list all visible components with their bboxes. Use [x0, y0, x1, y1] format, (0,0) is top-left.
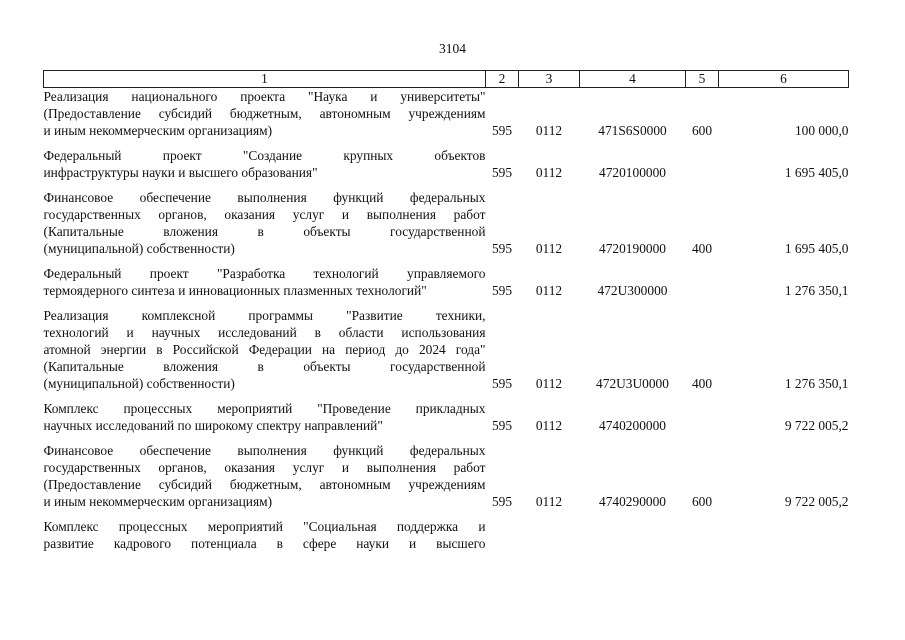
section-code: 0112 — [535, 241, 563, 256]
amount: 9 722 005,2 — [784, 418, 849, 433]
spacer-cell — [686, 392, 719, 400]
table-row — [44, 189, 849, 257]
item-name-line: Федеральный проект "Разработка технологий управляемого — [43, 266, 486, 281]
item-name-line: Комплекс процессных мероприятий "Проведение прикладных — [43, 401, 486, 416]
spacer-cell — [580, 139, 686, 147]
column-header-1: 1 — [44, 71, 486, 88]
spacer-cell — [44, 181, 486, 189]
spacer-cell — [519, 392, 580, 400]
spacer-cell — [44, 257, 486, 265]
item-name-line: (Предоставление субсидий бюджетным, автономным учреждениям — [43, 106, 486, 121]
item-name-line: научных исследований по широкому спектру направлений" — [43, 418, 383, 433]
table-row — [44, 307, 849, 392]
spacer-cell — [580, 257, 686, 265]
spacer-cell — [686, 139, 719, 147]
row-spacer — [44, 257, 849, 265]
ministry-code: 595 — [491, 165, 513, 180]
item-name — [44, 518, 486, 552]
column-header-4: 4 — [580, 71, 686, 88]
row-spacer — [44, 181, 849, 189]
item-name-line: государственных органов, оказания услуг и выполнения работ — [43, 207, 486, 222]
item-name — [44, 265, 486, 299]
expense-type-code — [686, 265, 719, 299]
target-article-code — [580, 518, 686, 552]
amount: 1 276 350,1 — [784, 376, 849, 391]
table-header — [44, 71, 849, 88]
spacer-cell — [719, 139, 849, 147]
section-code: 0112 — [535, 376, 563, 391]
budget-table — [43, 70, 849, 552]
row-spacer — [44, 434, 849, 442]
item-name — [44, 88, 486, 140]
amount: 100 000,0 — [794, 123, 849, 138]
spacer-cell — [44, 139, 486, 147]
item-name — [44, 147, 486, 181]
item-name-line: Финансовое обеспечение выполнения функций федеральных — [43, 190, 486, 205]
spacer-cell — [580, 299, 686, 307]
item-name-line: Комплекс процессных мероприятий "Социальная поддержка и — [43, 519, 486, 534]
column-header-3: 3 — [519, 71, 580, 88]
item-name-line: (Капитальные вложения в объекты государственной — [43, 224, 486, 239]
item-name — [44, 189, 486, 257]
item-name-line: (муниципальной) собственности) — [43, 241, 235, 256]
spacer-cell — [580, 392, 686, 400]
row-spacer — [44, 392, 849, 400]
spacer-cell — [519, 181, 580, 189]
ministry-code: 595 — [491, 376, 513, 391]
item-name-line: (Капитальные вложения в объекты государственной — [43, 359, 486, 374]
spacer-cell — [44, 392, 486, 400]
expense-type-code — [686, 147, 719, 181]
item-name — [44, 400, 486, 434]
item-name-line: и иным некоммерческим организациям) — [43, 494, 273, 509]
target-article-code: 472U300000 — [597, 283, 668, 298]
spacer-cell — [486, 257, 519, 265]
target-article-code: 4720100000 — [599, 165, 666, 180]
item-name — [44, 442, 486, 510]
table-row — [44, 265, 849, 299]
section-code — [519, 518, 580, 552]
spacer-cell — [44, 299, 486, 307]
spacer-cell — [486, 299, 519, 307]
amount — [719, 518, 849, 552]
spacer-cell — [519, 299, 580, 307]
spacer-cell — [719, 434, 849, 442]
row-spacer — [44, 299, 849, 307]
item-name-line: Финансовое обеспечение выполнения функций федеральных — [43, 443, 486, 458]
spacer-cell — [719, 181, 849, 189]
item-name-line: Реализация комплексной программы "Развитие техники, — [43, 308, 486, 323]
spacer-cell — [486, 434, 519, 442]
spacer-cell — [686, 510, 719, 518]
expense-type-code — [686, 518, 719, 552]
spacer-cell — [44, 434, 486, 442]
spacer-cell — [686, 257, 719, 265]
spacer-cell — [580, 510, 686, 518]
spacer-cell — [719, 299, 849, 307]
amount: 1 695 405,0 — [784, 165, 849, 180]
spacer-cell — [686, 181, 719, 189]
spacer-cell — [519, 257, 580, 265]
row-spacer — [44, 510, 849, 518]
table-body — [44, 88, 849, 553]
table-row — [44, 147, 849, 181]
spacer-cell — [519, 510, 580, 518]
ministry-code: 595 — [491, 241, 513, 256]
item-name-line: инфраструктуры науки и высшего образования" — [43, 165, 318, 180]
column-header-6: 6 — [719, 71, 849, 88]
column-header-5: 5 — [686, 71, 719, 88]
spacer-cell — [686, 434, 719, 442]
spacer-cell — [519, 139, 580, 147]
target-article-code: 4740200000 — [599, 418, 666, 433]
item-name-line: (Предоставление субсидий бюджетным, автономным учреждениям — [43, 477, 486, 492]
spacer-cell — [719, 257, 849, 265]
item-name-line: государственных органов, оказания услуг и выполнения работ — [43, 460, 486, 475]
ministry-code — [486, 518, 519, 552]
column-header-2: 2 — [486, 71, 519, 88]
expense-type-code — [686, 400, 719, 434]
spacer-cell — [486, 181, 519, 189]
spacer-cell — [486, 510, 519, 518]
ministry-code: 595 — [491, 418, 513, 433]
row-spacer — [44, 139, 849, 147]
amount: 9 722 005,2 — [784, 494, 849, 509]
item-name-line: технологий и научных исследований в области использования — [43, 325, 486, 340]
section-code: 0112 — [535, 494, 563, 509]
section-code: 0112 — [535, 165, 563, 180]
expense-type-code: 600 — [691, 123, 713, 138]
spacer-cell — [44, 510, 486, 518]
item-name-line: Реализация национального проекта "Наука и университеты" — [43, 89, 486, 104]
section-code: 0112 — [535, 123, 563, 138]
section-code: 0112 — [535, 283, 563, 298]
ministry-code: 595 — [491, 123, 513, 138]
table-row — [44, 442, 849, 510]
spacer-cell — [580, 434, 686, 442]
table-row — [44, 88, 849, 140]
ministry-code: 595 — [491, 283, 513, 298]
spacer-cell — [519, 434, 580, 442]
target-article-code: 4740290000 — [599, 494, 666, 509]
spacer-cell — [686, 299, 719, 307]
item-name — [44, 307, 486, 392]
item-name-line: Федеральный проект "Создание крупных объектов — [43, 148, 486, 163]
table-row — [44, 400, 849, 434]
expense-type-code: 400 — [691, 376, 713, 391]
section-code: 0112 — [535, 418, 563, 433]
item-name-line: и иным некоммерческим организациям) — [43, 123, 273, 138]
amount: 1 695 405,0 — [784, 241, 849, 256]
table-row — [44, 518, 849, 552]
spacer-cell — [486, 139, 519, 147]
expense-type-code: 400 — [691, 241, 713, 256]
expense-type-code: 600 — [691, 494, 713, 509]
amount: 1 276 350,1 — [784, 283, 849, 298]
target-article-code: 4720190000 — [599, 241, 666, 256]
spacer-cell — [719, 392, 849, 400]
spacer-cell — [719, 510, 849, 518]
target-article-code: 472U3U0000 — [596, 376, 669, 391]
target-article-code: 471S6S0000 — [598, 123, 667, 138]
ministry-code: 595 — [491, 494, 513, 509]
spacer-cell — [580, 181, 686, 189]
item-name-line: (муниципальной) собственности) — [43, 376, 235, 391]
item-name-line: развитие кадрового потенциала в сфере науки и высшего — [43, 536, 486, 551]
item-name-line: термоядерного синтеза и инновационных плазменных технологий" — [43, 283, 427, 298]
spacer-cell — [486, 392, 519, 400]
item-name-line: атомной энергии в Российской Федерации на период до 2024 года" — [43, 342, 486, 357]
page-number: 3104 — [439, 41, 466, 56]
